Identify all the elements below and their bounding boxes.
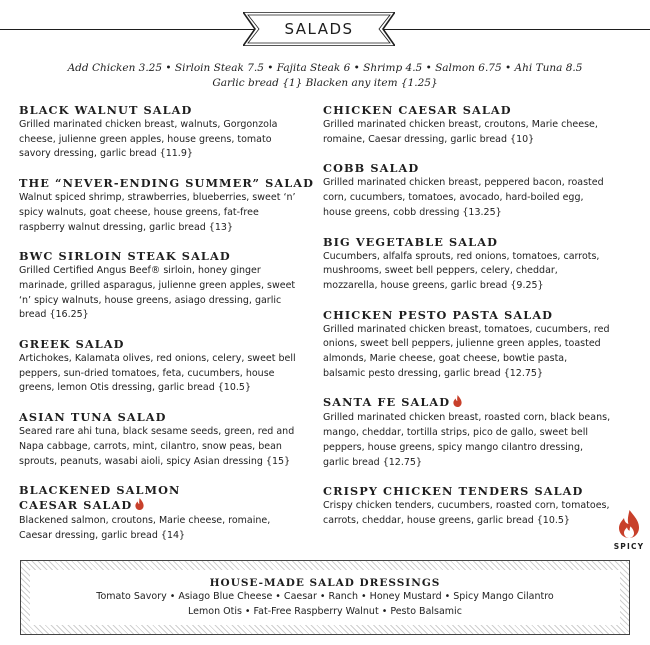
item-title: BIG VEGETABLE SALAD bbox=[323, 234, 498, 249]
item-description: Artichokes, Kalamata olives, red onions, celery, sweet bell peppers, sun-dried tomatoes, feta, cucumbers, house greens, lemon Otis dressing, garlic bread {10.5} bbox=[19, 353, 296, 394]
spicy-label: SPICY bbox=[613, 542, 645, 551]
item-title: BWC SIRLOIN STEAK SALAD bbox=[19, 249, 231, 264]
item-title: CHICKEN PESTO PASTA SALAD bbox=[323, 307, 554, 322]
item-description: Grilled marinated chicken breast, tomatoes, cucumbers, red onions, sweet bell peppers, julienne green apples, toasted almonds, Marie cheese, goat cheese, bowtie pasta, balsamic pesto dressing, garlic bread {12.75} bbox=[323, 323, 610, 379]
dressings-title: HOUSE-MADE SALAD DRESSINGS bbox=[209, 577, 441, 589]
flame-icon bbox=[612, 510, 646, 542]
item-title: COBB SALAD bbox=[323, 161, 420, 176]
item-title: CRISPY CHICKEN TENDERS SALAD bbox=[323, 484, 584, 499]
item-title: SANTA FE SALAD bbox=[323, 395, 451, 410]
item-title: BLACKENED SALMON bbox=[19, 483, 181, 498]
menu-item bbox=[323, 235, 611, 294]
item-description: Walnut spiced shrimp, strawberries, blueberries, sweet ‘n’ spicy walnuts, goat cheese, house greens, fat-free raspberry walnut dressing, garlic bread {13} bbox=[19, 192, 296, 233]
item-title: THE “NEVER-ENDING SUMMER” SALAD bbox=[19, 176, 315, 191]
item-title-text: CAESAR SALAD bbox=[19, 498, 133, 513]
page-title: SALADS bbox=[284, 20, 354, 38]
menu-item bbox=[323, 395, 611, 470]
item-description: Grilled marinated chicken breast, peppered bacon, roasted corn, cucumbers, tomatoes, avocado, hard-boiled egg, house greens, cobb dressing {13.25} bbox=[323, 177, 604, 218]
item-title: BLACK WALNUT SALAD bbox=[19, 103, 193, 117]
item-title-line-2 bbox=[19, 498, 304, 514]
left-column bbox=[19, 103, 315, 558]
dressings-box bbox=[20, 560, 630, 635]
item-description: Grilled marinated chicken breast, roasted corn, black beans, mango, cheddar, tortilla strips, pico de gallo, sweet bell peppers, house greens, spicy mango cilantro dressing, garlic bread {12.75} bbox=[323, 412, 611, 468]
item-description: Grilled Certified Angus Beef® sirloin, honey ginger marinade, grilled asparagus, julienne green apples, sweet ‘n’ spicy walnuts, house greens, asiago dressing, garlic bread {16.25} bbox=[19, 265, 296, 321]
item-description: Blackened salmon, croutons, Marie cheese, romaine, Caesar dressing, garlic bread {14} bbox=[19, 515, 271, 541]
dressings-line-1: Tomato Savory • Asiago Blue Cheese • Caesar • Ranch • Honey Mustard • Spicy Mango Cilantro bbox=[96, 591, 554, 602]
item-description: Grilled marinated chicken breast, walnuts, Gorgonzola cheese, julienne green apples, house greens, tomato savory dressing, garlic bread {11.9} bbox=[19, 119, 278, 160]
menu-item bbox=[323, 308, 611, 382]
item-title-line bbox=[323, 395, 611, 411]
item-description: Cucumbers, alfalfa sprouts, red onions, tomatoes, carrots, mushrooms, sweet bell peppers, celery, cheddar, mozzarella, house greens, garlic bread {9.25} bbox=[323, 250, 600, 291]
flame-icon bbox=[453, 395, 462, 411]
dressings-panel bbox=[30, 570, 620, 625]
dressings-line-2: Lemon Otis • Fat-Free Raspberry Walnut • Pesto Balsamic bbox=[188, 605, 462, 617]
item-title: CHICKEN CAESAR SALAD bbox=[323, 103, 512, 117]
menu-item bbox=[323, 484, 611, 528]
title-banner bbox=[243, 12, 395, 46]
menu-item bbox=[19, 410, 304, 469]
menu-item bbox=[19, 483, 304, 543]
item-description: Crispy chicken tenders, cucumbers, roasted corn, tomatoes, carrots, cheddar, house greens, garlic bread {10.5} bbox=[323, 500, 610, 526]
menu-item bbox=[323, 161, 611, 220]
spicy-legend bbox=[612, 510, 646, 551]
right-column bbox=[323, 103, 611, 543]
addons-line-1: Add Chicken 3.25 • Sirloin Steak 7.5 • Fajita Steak 6 • Shrimp 4.5 • Salmon 6.75 • Ahi Tuna 8.5 bbox=[67, 62, 583, 74]
section-header bbox=[0, 12, 650, 48]
item-description: Seared rare ahi tuna, black sesame seeds, green, red and Napa cabbage, carrots, mint, cilantro, snow peas, bean sprouts, peanuts, wasabi aioli, spicy Asian dressing {15} bbox=[19, 426, 295, 467]
item-description: Grilled marinated chicken breast, croutons, Marie cheese, romaine, Caesar dressing, garlic bread {10} bbox=[323, 119, 598, 145]
menu-item bbox=[19, 103, 304, 162]
menu-item bbox=[19, 337, 304, 396]
menu-item bbox=[19, 249, 304, 323]
menu-item bbox=[323, 103, 611, 147]
menu-item bbox=[19, 176, 315, 235]
item-title: GREEK SALAD bbox=[19, 337, 125, 352]
addons-line-2: Garlic bread {1} Blacken any item {1.25} bbox=[212, 77, 438, 89]
item-title: ASIAN TUNA SALAD bbox=[19, 410, 167, 425]
flame-icon bbox=[135, 498, 144, 514]
